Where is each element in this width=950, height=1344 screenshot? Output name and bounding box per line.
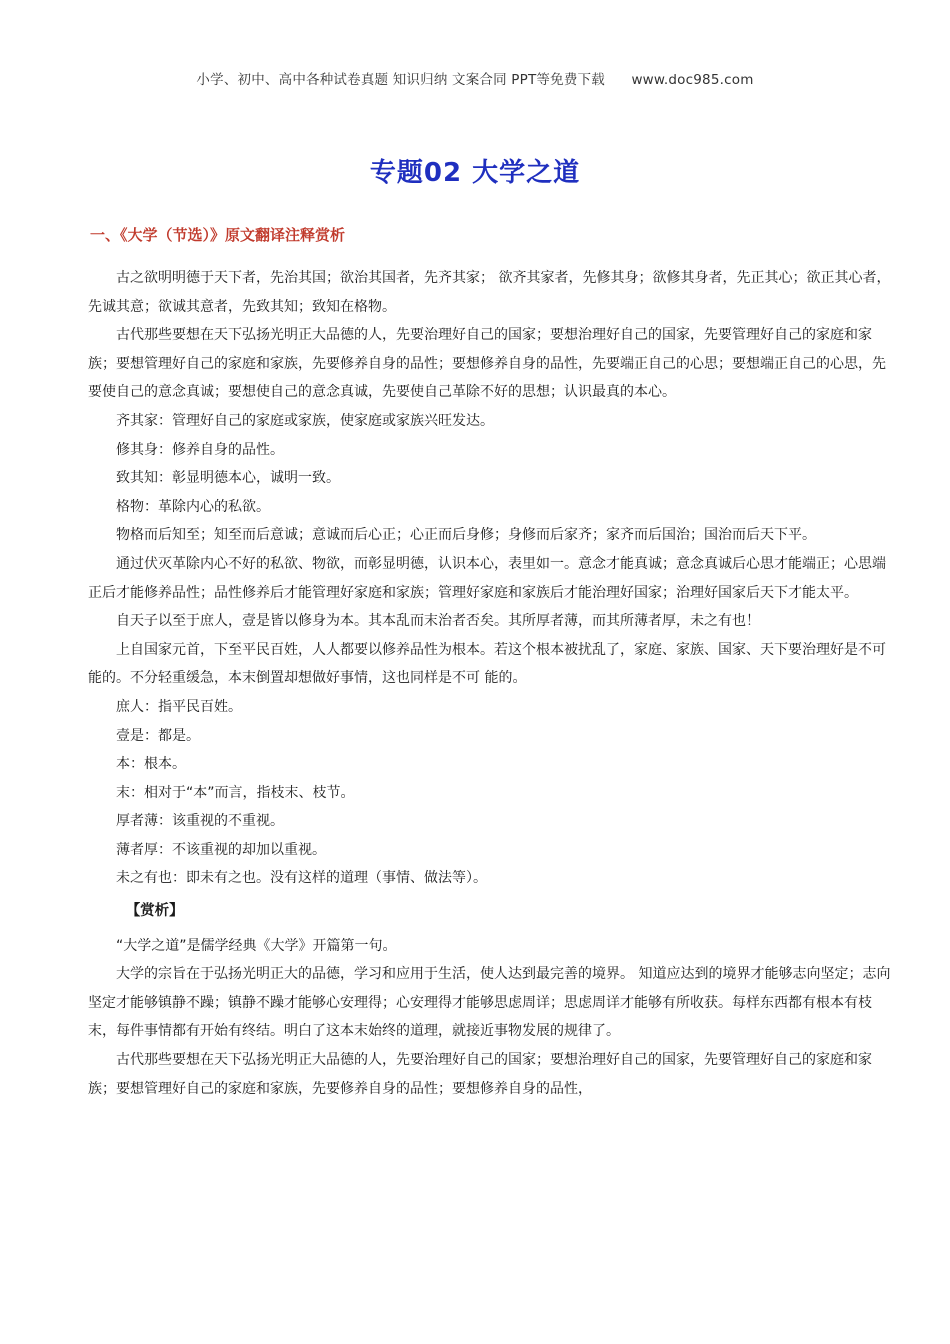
section-heading: 一、《大学（节选）》原文翻译注释赏析 bbox=[90, 226, 346, 244]
appreciation-label: 【赏析】 bbox=[125, 903, 184, 920]
paragraph: 本：根本。 bbox=[116, 756, 186, 773]
paragraph: 致其知：彰显明德本心，诚明一致。 bbox=[116, 470, 340, 487]
paragraph: 庶人：指平民百姓。 bbox=[116, 698, 242, 715]
paragraph: 古代那些要想在天下弘扬光明正大品德的人，先要治理好自己的国家；要想治理好自己的国家，先要管理好自己的家庭和家族；要想管理好自己的家庭和家族，先要修养自身的品性；要想修养自身的品性，先要端正自己的心思；要想端正自己的心思，先要使自己的意念真诚；要想使自己的意念真诚，先要使自己革除不好的思想；认识最真的本心。 bbox=[88, 327, 886, 401]
paragraph: 未之有也：即未有之也。没有这样的道理（事情、做法等）。 bbox=[116, 870, 487, 887]
paragraph: 末：相对于“本”而言，指枝末、枝节。 bbox=[116, 784, 355, 801]
paragraph: 薄者厚：不该重视的却加以重视。 bbox=[116, 841, 326, 858]
paragraph: 格物：革除内心的私欲。 bbox=[116, 498, 270, 515]
paragraph: 自天子以至于庶人，壹是皆以修身为本。其本乱而末治者否矣。其所厚者薄，而其所薄者厚，未之有也！ bbox=[116, 613, 760, 630]
paragraph: 齐其家：管理好自己的家庭或家族，使家庭或家族兴旺发达。 bbox=[116, 412, 494, 429]
document-body bbox=[88, 264, 896, 1103]
appreciation-paragraph: 大学的宗旨在于弘扬光明正大的品德，学习和应用于生活，使人达到最完善的境界。 知道应达到的境界才能够志向坚定；志向坚定才能够镇静不躁；镇静不躁才能够心安理得；心安理得才能够思虑周详；思虑周详才能够有所收获。每样东西都有根本有枝末，每件事情都有开始有终结。明白了这本末始终的道理，就接近事物发展的规律了。 bbox=[88, 966, 891, 1040]
paragraph: 壹是：都是。 bbox=[116, 727, 200, 744]
appreciation-paragraph: 古代那些要想在天下弘扬光明正大品德的人，先要治理好自己的国家；要想治理好自己的国家，先要管理好自己的家庭和家族；要想管理好自己的家庭和家族，先要修养自身的品性；要想修养自身的品性， bbox=[88, 1052, 872, 1097]
appreciation-paragraph: “大学之道”是儒学经典《大学》开篇第一句。 bbox=[116, 937, 397, 954]
paragraph: 物格而后知至；知至而后意诚；意诚而后心正；心正而后身修；身修而后家齐；家齐而后国治；国治而后天下平。 bbox=[116, 527, 816, 544]
paragraph: 古之欲明明德于天下者，先治其国；欲治其国者，先齐其家； 欲齐其家者，先修其身；欲修其身者，先正其心；欲正其心者，先诚其意；欲诚其意者，先致其知；致知在格物。 bbox=[88, 270, 891, 315]
page-header bbox=[0, 68, 950, 88]
paragraph: 上自国家元首，下至平民百姓，人人都要以修养品性为根本。若这个根本被扰乱了，家庭、家族、国家、天下要治理好是不可能的。不分轻重缓急，本末倒置却想做好事情，这也同样是不可 能的。 bbox=[88, 641, 886, 687]
header-site: www.doc985.com bbox=[631, 72, 754, 88]
paragraph: 通过伏灭革除内心不好的私欲、物欲，而彰显明德，认识本心，表里如一。意念才能真诚；意念真诚后心思才能端正；心思端正后才能修养品性；品性修养后才能管理好家庭和家族；管理好家庭和家族后才能治理好国家；治理好国家后天下才能太平。 bbox=[88, 555, 886, 601]
paragraph: 厚者薄：该重视的不重视。 bbox=[116, 813, 284, 830]
header-text: 小学、初中、高中各种试卷真题 知识归纳 文案合同 PPT等免费下载 bbox=[196, 72, 605, 88]
paragraph: 修其身：修养自身的品性。 bbox=[116, 441, 284, 458]
document-title: 专题02 大学之道 bbox=[369, 158, 581, 188]
